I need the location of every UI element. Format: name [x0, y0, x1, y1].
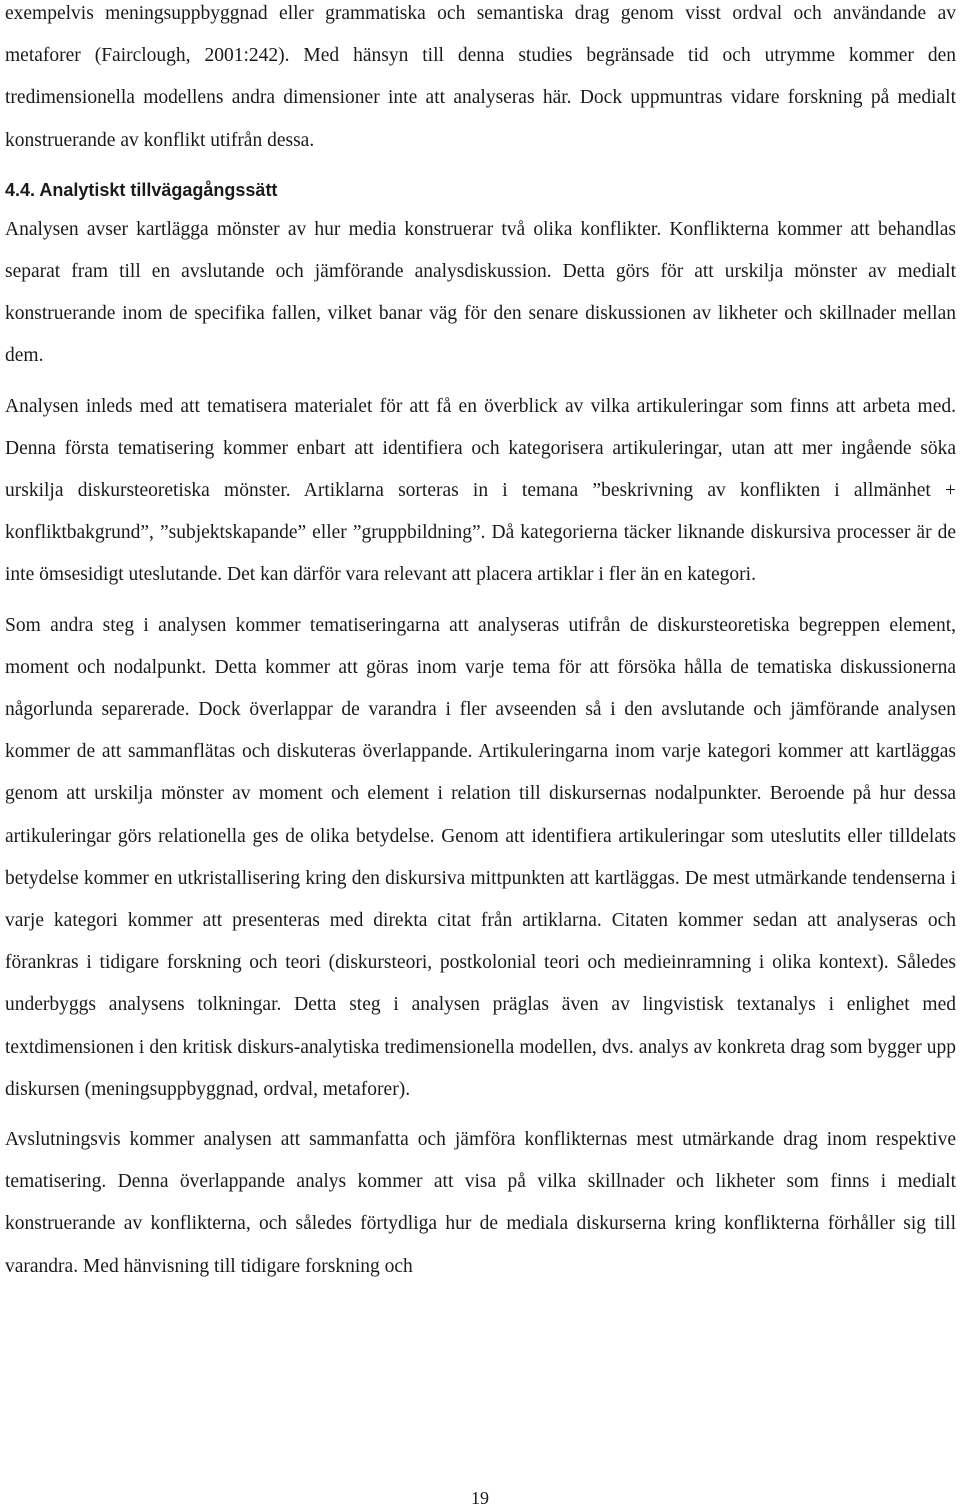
document-page — [5, 0, 956, 1288]
section-heading: 4.4. Analytiskt tillvägagångssätt — [5, 179, 278, 200]
intro-paragraph: exempelvis meningsuppbyggnad eller grammatiska och semantiska drag genom visst ordval och användande av metaforer (Fairclough, 2001:242). Med hänsyn till denna studies begränsade tid och utrymme kommer den tredimensionella modellens andra dimensioner inte att analyseras här. Dock uppmuntras vidare forskning på medialt konstruerande av konflikt utifrån dessa. — [5, 3, 956, 151]
paragraph-2: Analysen inleds med att tematisera materialet för att få en överblick av vilka artikuleringar som finns att arbeta med. Denna första tematisering kommer enbart att identifiera och kategorisera artikuleringar, utan att mer ingående söka urskilja diskursteoretiska mönster. Artiklarna sorteras in i temana ”beskrivning av konflikten i allmänhet + konfliktbakgrund”, ”subjektskapande” eller ”gruppbildning”. Då kategorierna täcker liknande diskursiva processer är de inte ömsesidigt uteslutande. Det kan därför vara relevant att placera artiklar i fler än en kategori. — [5, 395, 956, 586]
page-number: 19 — [471, 1488, 489, 1508]
paragraph-1: Analysen avser kartlägga mönster av hur media konstruerar två olika konflikter. Konflikterna kommer att behandlas separat fram till en avslutande och jämförande analysdiskussion. Detta görs för att urskilja mönster av medialt konstruerande inom de specifika fallen, vilket banar väg för den senare diskussionen av likheter och skillnader mellan dem. — [5, 218, 956, 367]
paragraph-4: Avslutningsvis kommer analysen att sammanfatta och jämföra konflikternas mest utmärkande drag inom respektive tematisering. Denna överlappande analys kommer att visa på vilka skillnader och likheter som finns i medialt konstruerande av konflikterna, och således förtydliga hur de mediala diskurserna kring konflikterna förhåller sig till varandra. Med hänvisning till tidigare forskning och — [5, 1129, 956, 1277]
paragraph-3: Som andra steg i analysen kommer tematiseringarna att analyseras utifrån de diskursteoretiska begreppen element, moment och nodalpunkt. Detta kommer att göras inom varje tema för att försöka hålla de tematiska diskussionerna någorlunda separerade. Dock överlappar de varandra i fler avseenden så i den avslutande och jämförande analysen kommer de att sammanflätas och diskuteras överlappande. Artikuleringarna inom varje kategori kommer att kartläggas genom att urskilja mönster av moment och element i relation till diskursernas nodalpunkter. Beroende på hur dessa artikuleringar görs relationella ges de olika betydelse. Genom att identifiera artikuleringar som uteslutits eller tilldelats betydelse kommer en utkristallisering kring den diskursiva mittpunkten att kartläggas. De mest utmärkande tendenserna i varje kategori kommer att presenteras med direkta citat från artiklarna. Citaten kommer sedan att analyseras och förankras i tidigare forskning och teori (diskursteori, postkolonial teori och medieinramning i olika kontext). Således underbyggs analysens tolkningar. Detta steg i analysen präglas även av lingvistisk textanalys i enlighet med textdimensionen i den kritisk diskurs-analytiska tredimensionella modellen, dvs. analys av konkreta drag som bygger upp diskursen (meningsuppbyggnad, ordval, metaforer). — [5, 614, 956, 1100]
